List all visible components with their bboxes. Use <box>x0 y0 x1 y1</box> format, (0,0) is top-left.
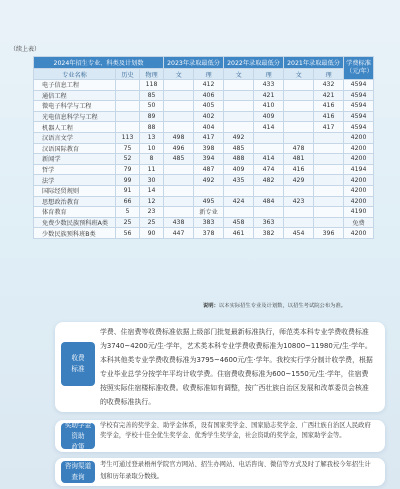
table-cell <box>116 80 140 91</box>
table-cell: 4594 <box>344 122 374 133</box>
table-cell: 424 <box>224 196 254 207</box>
table-row <box>34 80 374 91</box>
major-name-cell: 免费少数民族预科班A类 <box>34 217 116 228</box>
table-cell: 4194 <box>344 164 374 175</box>
table-cell: 4594 <box>344 111 374 122</box>
table-cell <box>164 185 194 196</box>
table-row <box>34 196 374 207</box>
table-cell: 405 <box>194 101 224 112</box>
table-row <box>34 143 374 154</box>
table-cell: 4200 <box>344 175 374 186</box>
table-cell: 91 <box>116 185 140 196</box>
table-cell: 14 <box>140 185 164 196</box>
major-name-cell: 新闻学 <box>34 154 116 165</box>
table-cell: 85 <box>140 90 164 101</box>
header-plan: 2024年招生专业、科类及计划数 <box>34 57 164 69</box>
table-cell: 416 <box>314 101 344 112</box>
table-cell: 404 <box>194 122 224 133</box>
table-cell: 25 <box>140 217 164 228</box>
inquiry-tag-line: 查询 <box>71 473 85 481</box>
table-cell: 75 <box>116 143 140 154</box>
table-cell: 新专业 <box>194 207 224 218</box>
table-cell <box>224 207 254 218</box>
table-cell: 25 <box>116 217 140 228</box>
header-tuition: 学费标准（元/年） <box>344 57 374 80</box>
table-cell <box>116 101 140 112</box>
table-cell: 66 <box>116 196 140 207</box>
table-cell: 88 <box>140 122 164 133</box>
table-cell <box>284 132 314 143</box>
table-cell: 89 <box>140 111 164 122</box>
table-cell: 50 <box>140 101 164 112</box>
major-name-cell: 体育教育 <box>34 207 116 218</box>
major-name-cell: 电子信息工程 <box>34 80 116 91</box>
sub-header: 理 <box>254 69 284 80</box>
table-cell <box>116 122 140 133</box>
table-cell: 484 <box>254 196 284 207</box>
table-cell <box>164 196 194 207</box>
table-row <box>34 90 374 101</box>
table-cell <box>284 207 314 218</box>
table-cell <box>164 164 194 175</box>
table-cell: 421 <box>314 90 344 101</box>
fee-tag-line: 收费 <box>71 354 85 362</box>
table-cell: 免费 <box>344 217 374 228</box>
table-cell: 409 <box>224 164 254 175</box>
scholarship-tag-line: 政策 <box>71 442 85 451</box>
table-cell: 4594 <box>344 80 374 91</box>
table-cell <box>314 154 344 165</box>
table-cell: 492 <box>224 132 254 143</box>
table-cell: 8 <box>140 154 164 165</box>
table-cell <box>254 143 284 154</box>
major-name-cell: 国际经贸规则 <box>34 185 116 196</box>
table-cell <box>284 101 314 112</box>
table-cell <box>314 207 344 218</box>
table-row <box>34 122 374 133</box>
table-cell: 481 <box>284 154 314 165</box>
table-row <box>34 101 374 112</box>
table-row <box>34 228 374 239</box>
table-row <box>34 164 374 175</box>
table-cell: 4200 <box>344 154 374 165</box>
table-cell <box>116 111 140 122</box>
table-cell: 495 <box>194 196 224 207</box>
table-cell <box>224 185 254 196</box>
table-cell: 412 <box>194 80 224 91</box>
inquiry-card <box>55 458 385 486</box>
table-cell <box>284 122 314 133</box>
table-cell: 398 <box>194 143 224 154</box>
table-cell: 402 <box>194 111 224 122</box>
table-cell: 485 <box>224 143 254 154</box>
table-cell: 406 <box>194 90 224 101</box>
table-cell <box>164 90 194 101</box>
inquiry-tag-line: 咨询渠道 <box>64 462 92 470</box>
major-name-cell: 少数民族预科班B类 <box>34 228 116 239</box>
table-cell <box>164 101 194 112</box>
table-cell <box>254 185 284 196</box>
table-row <box>34 207 374 218</box>
table-cell <box>224 80 254 91</box>
table-cell <box>254 132 284 143</box>
table-cell: 454 <box>284 228 314 239</box>
major-name-cell: 思想政治教育 <box>34 196 116 207</box>
table-cell: 30 <box>140 175 164 186</box>
table-cell: 423 <box>284 196 314 207</box>
table-cell: 13 <box>140 132 164 143</box>
sub-header: 文 <box>224 69 254 80</box>
table-cell <box>284 90 314 101</box>
table-cell <box>314 217 344 228</box>
table-cell <box>224 101 254 112</box>
table-cell: 416 <box>314 111 344 122</box>
table-cell: 498 <box>164 132 194 143</box>
major-name-cell: 法学 <box>34 175 116 186</box>
table-cell <box>284 111 314 122</box>
table-cell: 416 <box>284 164 314 175</box>
table-cell: 417 <box>314 122 344 133</box>
table-cell: 394 <box>194 154 224 165</box>
table-cell: 11 <box>140 164 164 175</box>
scholarship-card <box>55 420 385 452</box>
table-cell <box>224 90 254 101</box>
table-cell: 5 <box>116 207 140 218</box>
sub-header: 文 <box>164 69 194 80</box>
table-cell <box>224 111 254 122</box>
sub-header: 文 <box>284 69 314 80</box>
table-note <box>203 301 346 309</box>
table-cell: 4594 <box>344 90 374 101</box>
sub-header: 物理 <box>140 69 164 80</box>
table-cell: 383 <box>194 217 224 228</box>
table-cell: 4200 <box>344 143 374 154</box>
table-cell: 12 <box>140 196 164 207</box>
admission-table <box>33 56 374 239</box>
table-cell: 458 <box>224 217 254 228</box>
table-cell: 433 <box>254 80 284 91</box>
table-cell: 363 <box>254 217 284 228</box>
major-name-cell: 机器人工程 <box>34 122 116 133</box>
table-cell <box>284 80 314 91</box>
table-cell: 432 <box>314 80 344 91</box>
table-cell: 414 <box>254 122 284 133</box>
table-cell <box>164 207 194 218</box>
table-cell: 56 <box>116 228 140 239</box>
scholarship-tag-line: 资助 <box>71 431 85 440</box>
table-cell: 99 <box>116 175 140 186</box>
table-row <box>34 217 374 228</box>
table-cell: 79 <box>116 164 140 175</box>
table-cell: 447 <box>164 228 194 239</box>
table-cell: 482 <box>254 175 284 186</box>
table-cell: 90 <box>140 228 164 239</box>
table-cell: 113 <box>116 132 140 143</box>
note-text: 以本实际招生专业及计划数，以招生考试院公布为准。 <box>218 303 347 309</box>
table-cell <box>284 185 314 196</box>
major-name-cell: 通信工程 <box>34 90 116 101</box>
table-cell <box>164 80 194 91</box>
table-cell: 52 <box>116 154 140 165</box>
table-cell <box>314 185 344 196</box>
note-label: 说明： <box>203 303 219 309</box>
table-cell: 485 <box>164 154 194 165</box>
table-cell <box>284 217 314 228</box>
scholarship-tag <box>61 420 95 451</box>
table-cell: 474 <box>254 164 284 175</box>
fee-tag-line: 标准 <box>71 365 85 373</box>
table-cell: 438 <box>164 217 194 228</box>
scholarship-text: 学校有完善的奖学金、助学金体系，设有国家奖学金、国家励志奖学金、广西壮族自治区人民政府奖学金，学校十佳全优生奖学金、优秀学生奖学金，社会资助的奖学金，国家助学金等。 <box>100 422 371 439</box>
table-row <box>34 185 374 196</box>
table-row <box>34 132 374 143</box>
table-cell: 461 <box>224 228 254 239</box>
table-cell <box>164 111 194 122</box>
table-cell: 409 <box>254 111 284 122</box>
major-name-cell: 汉语国际教育 <box>34 143 116 154</box>
inquiry-tag <box>61 461 95 483</box>
table-cell: 421 <box>254 90 284 101</box>
table-row <box>34 111 374 122</box>
continued-label: （续上表） <box>10 46 41 53</box>
sub-header: 理 <box>314 69 344 80</box>
major-name-cell: 哲学 <box>34 164 116 175</box>
table-cell: 378 <box>194 228 224 239</box>
table-cell: 410 <box>254 101 284 112</box>
table-cell <box>314 196 344 207</box>
table-cell <box>254 207 284 218</box>
header-2021: 2021年录取最低分 <box>284 57 344 69</box>
table-cell <box>314 175 344 186</box>
table-cell: 23 <box>140 207 164 218</box>
major-name-cell: 汉语言文学 <box>34 132 116 143</box>
table-cell: 4190 <box>344 207 374 218</box>
table-cell <box>314 132 344 143</box>
scholarship-tag-line: 奖助学金 <box>64 420 92 429</box>
table-cell: 382 <box>254 228 284 239</box>
table-cell <box>194 185 224 196</box>
table-row <box>34 175 374 186</box>
table-cell: 4594 <box>344 101 374 112</box>
inquiry-text: 考生可通过登录梧州学院官方网站、招生办网站、电话咨询、微信等方式及时了解我校今年招生计划和历年录取分数线。 <box>100 461 371 480</box>
fee-standard-text: 学费、住宿费等收费标准依据上级部门批复最新标准执行，师范类本科专业学费收费标准为3740~4200元/生·学年，艺术类本科专业学费收费标准为10800~11980元/生·学年。本科其他类专业学费收费标准为3795~4600元/生·学年。我校实行学分制计收学费，根据专业毕业总学分按学年平均计收学费。住宿费收费标准为600~1550元/生·学年，住宿费按照实际住宿楼标准收费。收费标准如有调整，按广西壮族自治区发展和改革委员会核准的收费标准执行。 <box>100 328 373 406</box>
sub-header: 历史 <box>116 69 140 80</box>
fee-standard-card <box>55 322 385 412</box>
table-cell: 396 <box>314 228 344 239</box>
table-cell <box>116 90 140 101</box>
table-cell: 4200 <box>344 196 374 207</box>
table-cell: 435 <box>224 175 254 186</box>
table-cell <box>314 164 344 175</box>
table-cell: 492 <box>194 175 224 186</box>
table-cell: 4200 <box>344 185 374 196</box>
table-cell: 414 <box>254 154 284 165</box>
table-row <box>34 154 374 165</box>
major-name-cell: 光电信息科学与工程 <box>34 111 116 122</box>
table-cell: 429 <box>284 175 314 186</box>
fee-standard-tag <box>61 342 95 386</box>
table-cell: 488 <box>224 154 254 165</box>
table-cell <box>164 175 194 186</box>
sub-header: 专业名称 <box>34 69 116 80</box>
table-cell: 4200 <box>344 228 374 239</box>
table-cell: 118 <box>140 80 164 91</box>
major-name-cell: 微电子科学与工程 <box>34 101 116 112</box>
table-cell <box>224 122 254 133</box>
table-cell: 4200 <box>344 132 374 143</box>
table-cell: 487 <box>194 164 224 175</box>
sub-header: 理 <box>194 69 224 80</box>
header-2022: 2022年录取最低分 <box>224 57 284 69</box>
table-cell: 10 <box>140 143 164 154</box>
table-cell: 496 <box>164 143 194 154</box>
table-cell <box>314 143 344 154</box>
table-cell: 478 <box>284 143 314 154</box>
table-cell: 417 <box>194 132 224 143</box>
header-2023: 2023年录取最低分 <box>164 57 224 69</box>
table-cell <box>164 122 194 133</box>
